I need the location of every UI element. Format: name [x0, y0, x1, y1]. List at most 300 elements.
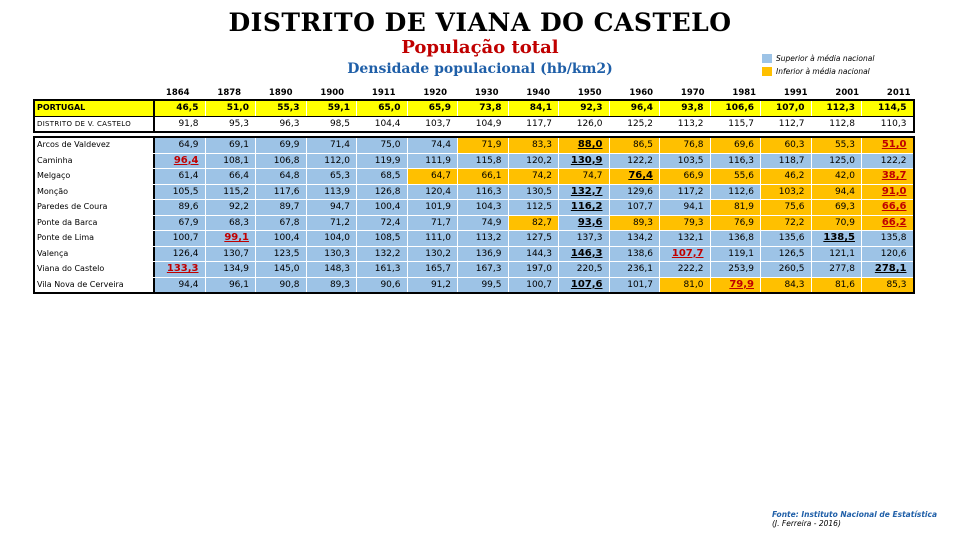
cell-value: 112,7 — [778, 118, 805, 129]
table-cell — [155, 117, 206, 132]
table-cell — [862, 278, 913, 293]
table-cell — [711, 101, 762, 116]
cell-value: 126,4 — [172, 248, 199, 259]
cell-value: 90,6 — [380, 279, 401, 290]
table-cell — [862, 262, 913, 277]
table-cell — [509, 231, 560, 246]
cell-value: 70,9 — [834, 217, 855, 228]
table-cell — [357, 247, 408, 262]
table-cell — [458, 117, 509, 132]
cell-value: 92,3 — [580, 103, 603, 113]
table-cell — [660, 185, 711, 200]
table-cell — [660, 247, 711, 262]
page-subtitle-2: Densidade populacional (hb/km2) — [347, 61, 613, 77]
table-cell — [408, 185, 459, 200]
table-cell — [357, 117, 408, 132]
cell-value: 67,8 — [279, 217, 300, 228]
cell-value: 138,5 — [823, 232, 855, 243]
cell-value: 76,9 — [733, 217, 754, 228]
row-name: Ponte da Barca — [35, 216, 155, 231]
year-label: 1920 — [423, 88, 448, 98]
cell-value: 113,2 — [475, 233, 502, 243]
cell-value: 130,7 — [223, 248, 249, 259]
table-cell — [660, 216, 711, 231]
cell-value: 116,3 — [728, 155, 754, 166]
table-cell — [660, 101, 711, 116]
cell-value: 81,0 — [683, 279, 704, 290]
cell-value: 137,3 — [576, 233, 603, 243]
cell-value: 167,3 — [475, 264, 502, 274]
table-cell — [408, 101, 459, 116]
table-cell — [357, 200, 408, 215]
table-cell — [660, 262, 711, 277]
legend-item-below — [762, 65, 874, 78]
table-cell — [559, 154, 610, 169]
table-cell — [408, 138, 459, 153]
table-cell — [862, 185, 913, 200]
cell-value: 112,5 — [526, 202, 552, 212]
table-cell — [862, 117, 913, 132]
table-cell — [610, 216, 661, 231]
cell-value: 126,5 — [778, 248, 805, 259]
year-header — [152, 88, 925, 98]
cell-value: 69,6 — [733, 140, 754, 150]
cell-value: 120,6 — [880, 248, 907, 259]
year-label: 1950 — [577, 88, 602, 98]
cell-value: 104,4 — [374, 118, 401, 129]
cell-value: 110,3 — [880, 118, 907, 129]
table-cell — [256, 101, 307, 116]
table-cell — [711, 138, 762, 153]
cell-value: 91,2 — [430, 279, 451, 290]
cell-value: 64,9 — [178, 140, 199, 150]
cell-value: 66,1 — [481, 171, 502, 181]
table-cell — [862, 231, 913, 246]
cell-value: 72,4 — [380, 217, 401, 228]
table-cell — [761, 200, 812, 215]
cell-value: 96,3 — [279, 118, 300, 129]
table-cell — [357, 138, 408, 153]
cell-value: 222,2 — [677, 264, 704, 274]
legend-swatch-below — [762, 67, 772, 76]
table-cell — [408, 216, 459, 231]
table-cell — [509, 154, 560, 169]
table-cell — [206, 185, 257, 200]
table-row — [35, 216, 913, 232]
cell-value: 81,9 — [733, 202, 754, 212]
table-row — [35, 247, 913, 263]
table-cell — [559, 262, 610, 277]
cell-value: 116,2 — [570, 201, 603, 212]
table-cell — [610, 231, 661, 246]
cell-value: 103,5 — [677, 155, 704, 166]
cell-value: 112,6 — [728, 186, 754, 197]
cell-value: 75,0 — [380, 140, 401, 150]
table-cell — [155, 200, 206, 215]
legend-swatch-above — [762, 54, 772, 63]
cell-value: 117,2 — [677, 186, 704, 197]
table-cell — [256, 117, 307, 132]
cell-value: 122,2 — [627, 155, 653, 166]
table-cell — [761, 216, 812, 231]
legend-item-above — [762, 52, 874, 65]
cell-value: 134,2 — [627, 233, 653, 243]
year-label: 1911 — [371, 88, 396, 98]
table-row — [35, 278, 913, 293]
cell-value: 99,5 — [481, 279, 502, 290]
year-label: 1930 — [474, 88, 499, 98]
table-cell — [155, 169, 206, 184]
table-cell — [206, 169, 257, 184]
cell-value: 79,3 — [683, 217, 704, 228]
table-cell — [307, 216, 358, 231]
year-label: 2001 — [835, 88, 860, 98]
year-label: 1864 — [165, 88, 190, 98]
legend-label-below: Inferior à média nacional — [776, 67, 870, 76]
table-cell — [357, 101, 408, 116]
table-cell — [307, 200, 358, 215]
cell-value: 113,9 — [324, 186, 350, 197]
year-label: 1960 — [629, 88, 654, 98]
cell-value: 106,8 — [273, 155, 300, 166]
cell-value: 67,9 — [178, 217, 199, 228]
cell-value: 107,7 — [627, 202, 653, 212]
table-cell — [155, 231, 206, 246]
cell-value: 111,9 — [425, 155, 451, 166]
cell-value: 74,7 — [582, 171, 603, 181]
table-cell — [408, 117, 459, 132]
cell-value: 51,0 — [226, 103, 249, 113]
cell-value: 65,3 — [329, 171, 350, 181]
table-cell — [256, 247, 307, 262]
cell-value: 93,8 — [681, 103, 704, 113]
cell-value: 119,1 — [728, 248, 754, 259]
table-cell — [307, 117, 358, 132]
table-cell — [711, 262, 762, 277]
table-cell — [155, 278, 206, 293]
cell-value: 130,2 — [425, 248, 451, 259]
table-cell — [509, 117, 560, 132]
table-cell — [812, 154, 863, 169]
table-cell — [862, 169, 913, 184]
cell-value: 90,8 — [279, 279, 300, 290]
table-cell — [812, 169, 863, 184]
table-cell — [559, 169, 610, 184]
table-cell — [458, 101, 509, 116]
cell-value: 107,6 — [570, 278, 603, 290]
cell-value: 94,7 — [329, 202, 350, 212]
cell-value: 100,7 — [172, 233, 199, 243]
table-cell — [862, 101, 913, 116]
table-cell — [307, 101, 358, 116]
cell-value: 74,9 — [481, 217, 502, 228]
year-label: 1940 — [526, 88, 551, 98]
cell-value: 69,9 — [279, 140, 300, 150]
cell-value: 117,7 — [526, 118, 552, 129]
table-cell — [610, 200, 661, 215]
cell-value: 197,0 — [526, 264, 552, 274]
table-cell — [155, 262, 206, 277]
cell-value: 236,1 — [627, 264, 653, 274]
source-note — [772, 510, 937, 528]
cell-value: 136,9 — [475, 248, 502, 259]
row-name: Monção — [35, 185, 155, 200]
table-cell — [307, 247, 358, 262]
page-title: DISTRITO DE VIANA DO CASTELO — [228, 8, 732, 37]
table-cell — [307, 138, 358, 153]
cell-value: 145,0 — [273, 264, 300, 274]
table-cell — [610, 247, 661, 262]
cell-value: 125,2 — [627, 118, 653, 129]
table-cell — [812, 278, 863, 293]
cell-value: 132,2 — [374, 248, 401, 259]
cell-value: 146,3 — [570, 247, 603, 259]
cell-value: 94,4 — [834, 186, 855, 197]
cell-value: 148,3 — [324, 264, 350, 274]
row-name: Caminha — [35, 154, 155, 169]
cell-value: 73,8 — [479, 103, 502, 113]
cell-value: 60,3 — [784, 140, 805, 150]
cell-value: 88,0 — [577, 139, 603, 150]
source-author: (J. Ferreira - 2016) — [772, 519, 841, 528]
cell-value: 91,8 — [178, 118, 199, 129]
cell-value: 115,8 — [475, 155, 502, 166]
cell-value: 103,2 — [778, 186, 805, 197]
cell-value: 105,5 — [172, 186, 199, 197]
cell-value: 74,2 — [531, 171, 552, 181]
table-cell — [761, 138, 812, 153]
table-cell — [509, 185, 560, 200]
table-cell — [458, 278, 509, 293]
cell-value: 114,5 — [878, 103, 907, 113]
table-cell — [660, 278, 711, 293]
table-row — [35, 138, 913, 154]
table-cell — [408, 247, 459, 262]
cell-value: 277,8 — [829, 264, 855, 274]
cell-value: 138,6 — [627, 248, 653, 259]
table-cell — [862, 154, 913, 169]
table-cell — [307, 262, 358, 277]
table-cell — [206, 278, 257, 293]
cell-value: 253,9 — [728, 264, 754, 274]
table-cell — [408, 154, 459, 169]
cell-value: 103,7 — [425, 118, 451, 129]
table-row — [35, 169, 913, 185]
table-cell — [307, 231, 358, 246]
cell-value: 104,0 — [324, 233, 350, 243]
cell-value: 84,3 — [784, 279, 805, 290]
table-cell — [711, 185, 762, 200]
table-cell — [812, 138, 863, 153]
cell-value: 122,2 — [880, 155, 907, 166]
row-name: Viana do Castelo — [35, 262, 155, 277]
table-cell — [155, 138, 206, 153]
cell-value: 125,0 — [829, 155, 855, 166]
cell-value: 46,2 — [784, 171, 805, 181]
cell-value: 220,5 — [576, 264, 603, 274]
cell-value: 127,5 — [526, 233, 552, 243]
cell-value: 260,5 — [778, 264, 805, 274]
year-label: 1991 — [783, 88, 808, 98]
table-cell — [458, 231, 509, 246]
year-label: 1890 — [268, 88, 293, 98]
cell-value: 278,1 — [874, 263, 907, 274]
table-cell — [610, 101, 661, 116]
cell-value: 133,3 — [166, 263, 199, 274]
cell-value: 100,7 — [526, 279, 552, 290]
table-cell — [357, 278, 408, 293]
table-cell — [660, 138, 711, 153]
cell-value: 91,0 — [881, 185, 907, 197]
table-cell — [711, 231, 762, 246]
cell-value: 130,9 — [570, 154, 603, 166]
municipality-table — [33, 136, 915, 294]
table-cell — [559, 231, 610, 246]
table-cell — [559, 200, 610, 215]
table-cell — [660, 154, 711, 169]
legend-label-above: Superior à média nacional — [776, 54, 875, 63]
cell-value: 129,6 — [627, 186, 653, 197]
row-name: Valença — [35, 247, 155, 262]
row-name: Melgaço — [35, 169, 155, 184]
table-cell — [711, 247, 762, 262]
cell-value: 74,4 — [430, 140, 451, 150]
cell-value: 46,5 — [176, 103, 199, 113]
page-subtitle: População total — [401, 37, 559, 58]
table-cell — [812, 117, 863, 132]
row-name: Ponte de Lima — [35, 231, 155, 246]
cell-value: 71,7 — [430, 217, 451, 228]
table-cell — [155, 185, 206, 200]
table-cell — [812, 262, 863, 277]
cell-value: 106,6 — [725, 103, 754, 113]
table-cell — [408, 262, 459, 277]
cell-value: 89,3 — [632, 217, 653, 228]
cell-value: 68,3 — [228, 217, 249, 228]
cell-value: 107,0 — [776, 103, 805, 113]
table-cell — [559, 117, 610, 132]
table-cell — [610, 185, 661, 200]
cell-value: 101,9 — [425, 202, 451, 212]
table-cell — [610, 262, 661, 277]
cell-value: 42,0 — [834, 171, 855, 181]
table-cell — [256, 154, 307, 169]
cell-value: 96,4 — [173, 154, 199, 166]
table-cell — [509, 138, 560, 153]
table-cell — [256, 185, 307, 200]
table-cell — [155, 101, 206, 116]
row-name: PORTUGAL — [35, 101, 155, 116]
cell-value: 85,3 — [886, 279, 907, 290]
cell-value: 130,3 — [324, 248, 350, 259]
table-cell — [256, 138, 307, 153]
row-name: Paredes de Coura — [35, 200, 155, 215]
cell-value: 86,5 — [632, 140, 653, 150]
row-name: Arcos de Valdevez — [35, 138, 155, 153]
cell-value: 55,3 — [277, 103, 300, 113]
cell-value: 136,8 — [728, 233, 754, 243]
table-cell — [559, 185, 610, 200]
table-cell — [206, 138, 257, 153]
cell-value: 55,3 — [834, 140, 855, 150]
table-cell — [307, 154, 358, 169]
table-cell — [357, 262, 408, 277]
legend — [762, 52, 874, 78]
table-row — [35, 200, 913, 216]
cell-value: 100,4 — [374, 202, 401, 212]
cell-value: 51,0 — [881, 139, 907, 150]
cell-value: 119,9 — [374, 155, 401, 166]
table-cell — [206, 117, 257, 132]
cell-value: 132,7 — [570, 185, 603, 197]
table-cell — [408, 169, 459, 184]
table-cell — [610, 169, 661, 184]
cell-value: 76,8 — [683, 140, 704, 150]
row-name: Vila Nova de Cerveira — [35, 278, 155, 293]
row-name: DISTRITO DE V. CASTELO — [35, 117, 155, 132]
table-cell — [660, 117, 711, 132]
table-cell — [458, 247, 509, 262]
cell-value: 118,7 — [778, 155, 805, 166]
cell-value: 66,9 — [683, 171, 704, 181]
cell-value: 144,3 — [526, 248, 552, 259]
table-cell — [509, 278, 560, 293]
table-cell — [559, 138, 610, 153]
cell-value: 123,5 — [273, 248, 300, 259]
table-row — [35, 185, 913, 201]
cell-value: 161,3 — [374, 264, 401, 274]
table-cell — [610, 154, 661, 169]
table-cell — [509, 262, 560, 277]
cell-value: 117,6 — [273, 186, 300, 197]
table-cell — [711, 216, 762, 231]
cell-value: 93,6 — [577, 216, 603, 228]
table-cell — [610, 138, 661, 153]
cell-value: 112,8 — [829, 118, 855, 129]
cell-value: 165,7 — [425, 264, 451, 274]
table-cell — [256, 231, 307, 246]
year-label: 1900 — [320, 88, 345, 98]
table-cell — [509, 200, 560, 215]
cell-value: 104,3 — [475, 202, 502, 212]
table-cell — [206, 262, 257, 277]
table-cell — [256, 278, 307, 293]
table-cell — [559, 247, 610, 262]
cell-value: 98,5 — [329, 118, 350, 129]
table-cell — [357, 216, 408, 231]
table-cell — [761, 231, 812, 246]
year-label: 1970 — [680, 88, 705, 98]
cell-value: 94,1 — [683, 202, 704, 212]
cell-value: 84,1 — [529, 103, 552, 113]
cell-value: 71,4 — [329, 140, 350, 150]
table-cell — [357, 169, 408, 184]
table-cell — [256, 169, 307, 184]
cell-value: 66,2 — [881, 216, 907, 228]
table-cell — [660, 200, 711, 215]
table-cell — [509, 247, 560, 262]
table-row — [35, 231, 913, 247]
table-cell — [458, 200, 509, 215]
cell-value: 89,6 — [178, 202, 199, 212]
cell-value: 111,0 — [425, 233, 451, 243]
cell-value: 79,9 — [729, 278, 754, 290]
table-cell — [307, 185, 358, 200]
year-label: 1981 — [732, 88, 757, 98]
table-cell — [509, 101, 560, 116]
cell-value: 126,0 — [576, 118, 603, 129]
table-cell — [206, 101, 257, 116]
